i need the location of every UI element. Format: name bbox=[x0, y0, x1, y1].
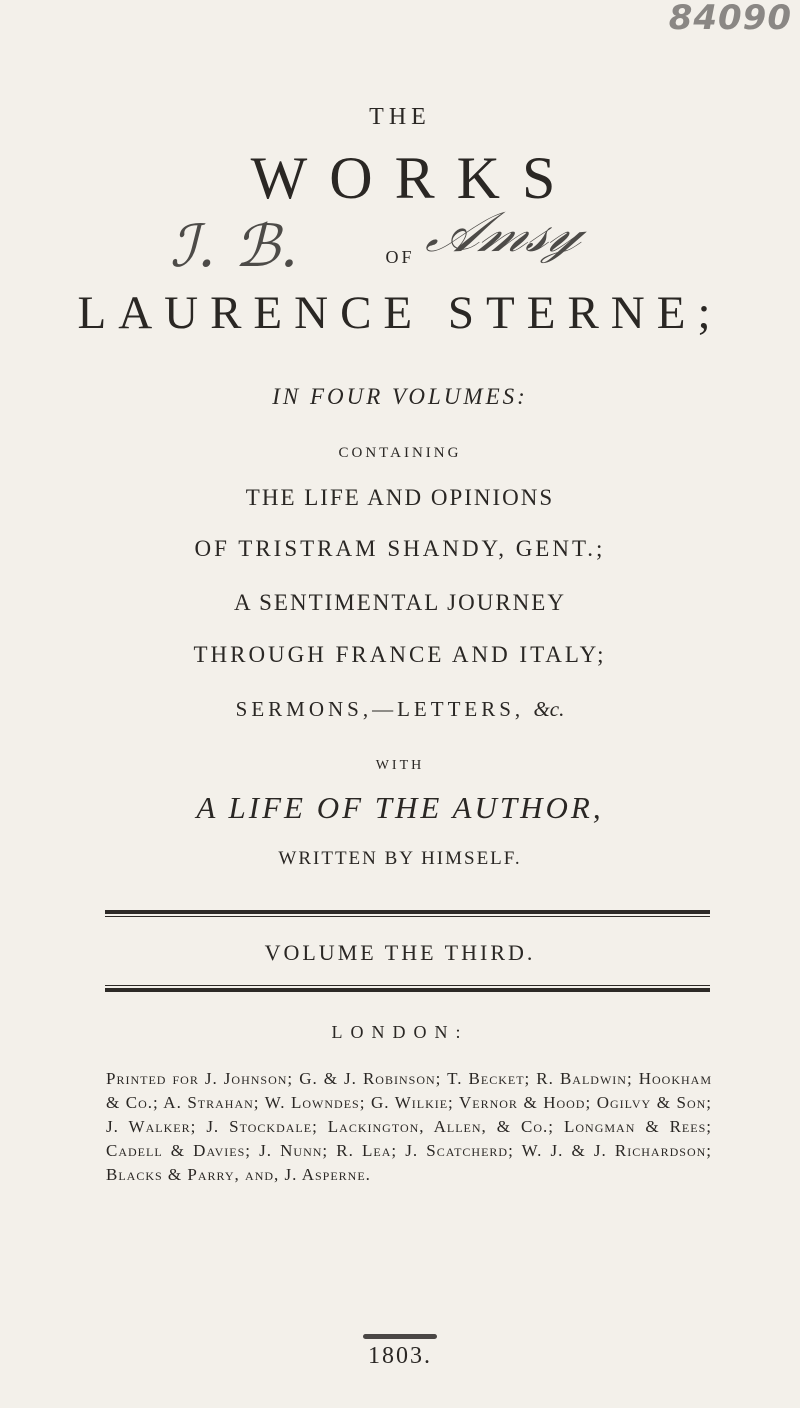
volume-statement: VOLUME THE THIRD. bbox=[264, 940, 536, 965]
life-of-author: A LIFE OF THE AUTHOR, bbox=[196, 790, 604, 825]
handwritten-name-signature: 𝒜𝓂𝓈𝓎 bbox=[418, 200, 596, 265]
sermons-letters-text: SERMONS,—LETTERS, bbox=[235, 697, 525, 721]
imprint-publishers: Printed for J. Johnson; G. & J. Robinson; T. Becket; R. Baldwin; Hookham & Co.; A. Strahan; W. Lowndes; G. Wilkie; Vernor & Hood; Ogilvy & Son; J. Walker; J. Stockdale; Lackington, Allen, & Co.; Longman & Rees; Cadell & Davies; J. Nunn; R. Lea; J. Scatcherd; W. J. & J. Richardson; Blacks & Parry, and, J. Asperne. bbox=[106, 1069, 712, 1184]
place-of-publication: LONDON: bbox=[331, 1022, 469, 1042]
contents-line: A SENTIMENTAL JOURNEY bbox=[234, 590, 566, 615]
heading-works: WORKS bbox=[250, 145, 578, 211]
author-name: LAURENCE STERNE; bbox=[77, 287, 723, 339]
handwritten-initials-signature: ℐ. ℬ. bbox=[170, 212, 299, 280]
contents-line-sermons bbox=[0, 697, 800, 722]
contents-line: THROUGH FRANCE AND ITALY; bbox=[193, 642, 607, 667]
volumes-statement: IN FOUR VOLUMES: bbox=[272, 384, 528, 409]
heading-the: THE bbox=[369, 104, 431, 130]
written-by-himself: WRITTEN BY HIMSELF. bbox=[278, 848, 522, 869]
ornament-rule bbox=[363, 1334, 437, 1339]
top-double-rule-thin bbox=[105, 916, 710, 917]
contents-line: THE LIFE AND OPINIONS bbox=[245, 485, 555, 510]
publication-year: 1803. bbox=[368, 1343, 432, 1369]
shelfmark-number: 84090 bbox=[668, 0, 792, 38]
containing-label: CONTAINING bbox=[338, 445, 462, 461]
heading-of: OF bbox=[385, 247, 415, 267]
etc-text: &c. bbox=[533, 697, 565, 721]
bottom-double-rule bbox=[105, 988, 710, 992]
bottom-double-rule-thin bbox=[105, 985, 710, 986]
top-double-rule bbox=[105, 910, 710, 914]
with-label: WITH bbox=[375, 758, 425, 773]
contents-line: OF TRISTRAM SHANDY, GENT.; bbox=[194, 536, 606, 561]
